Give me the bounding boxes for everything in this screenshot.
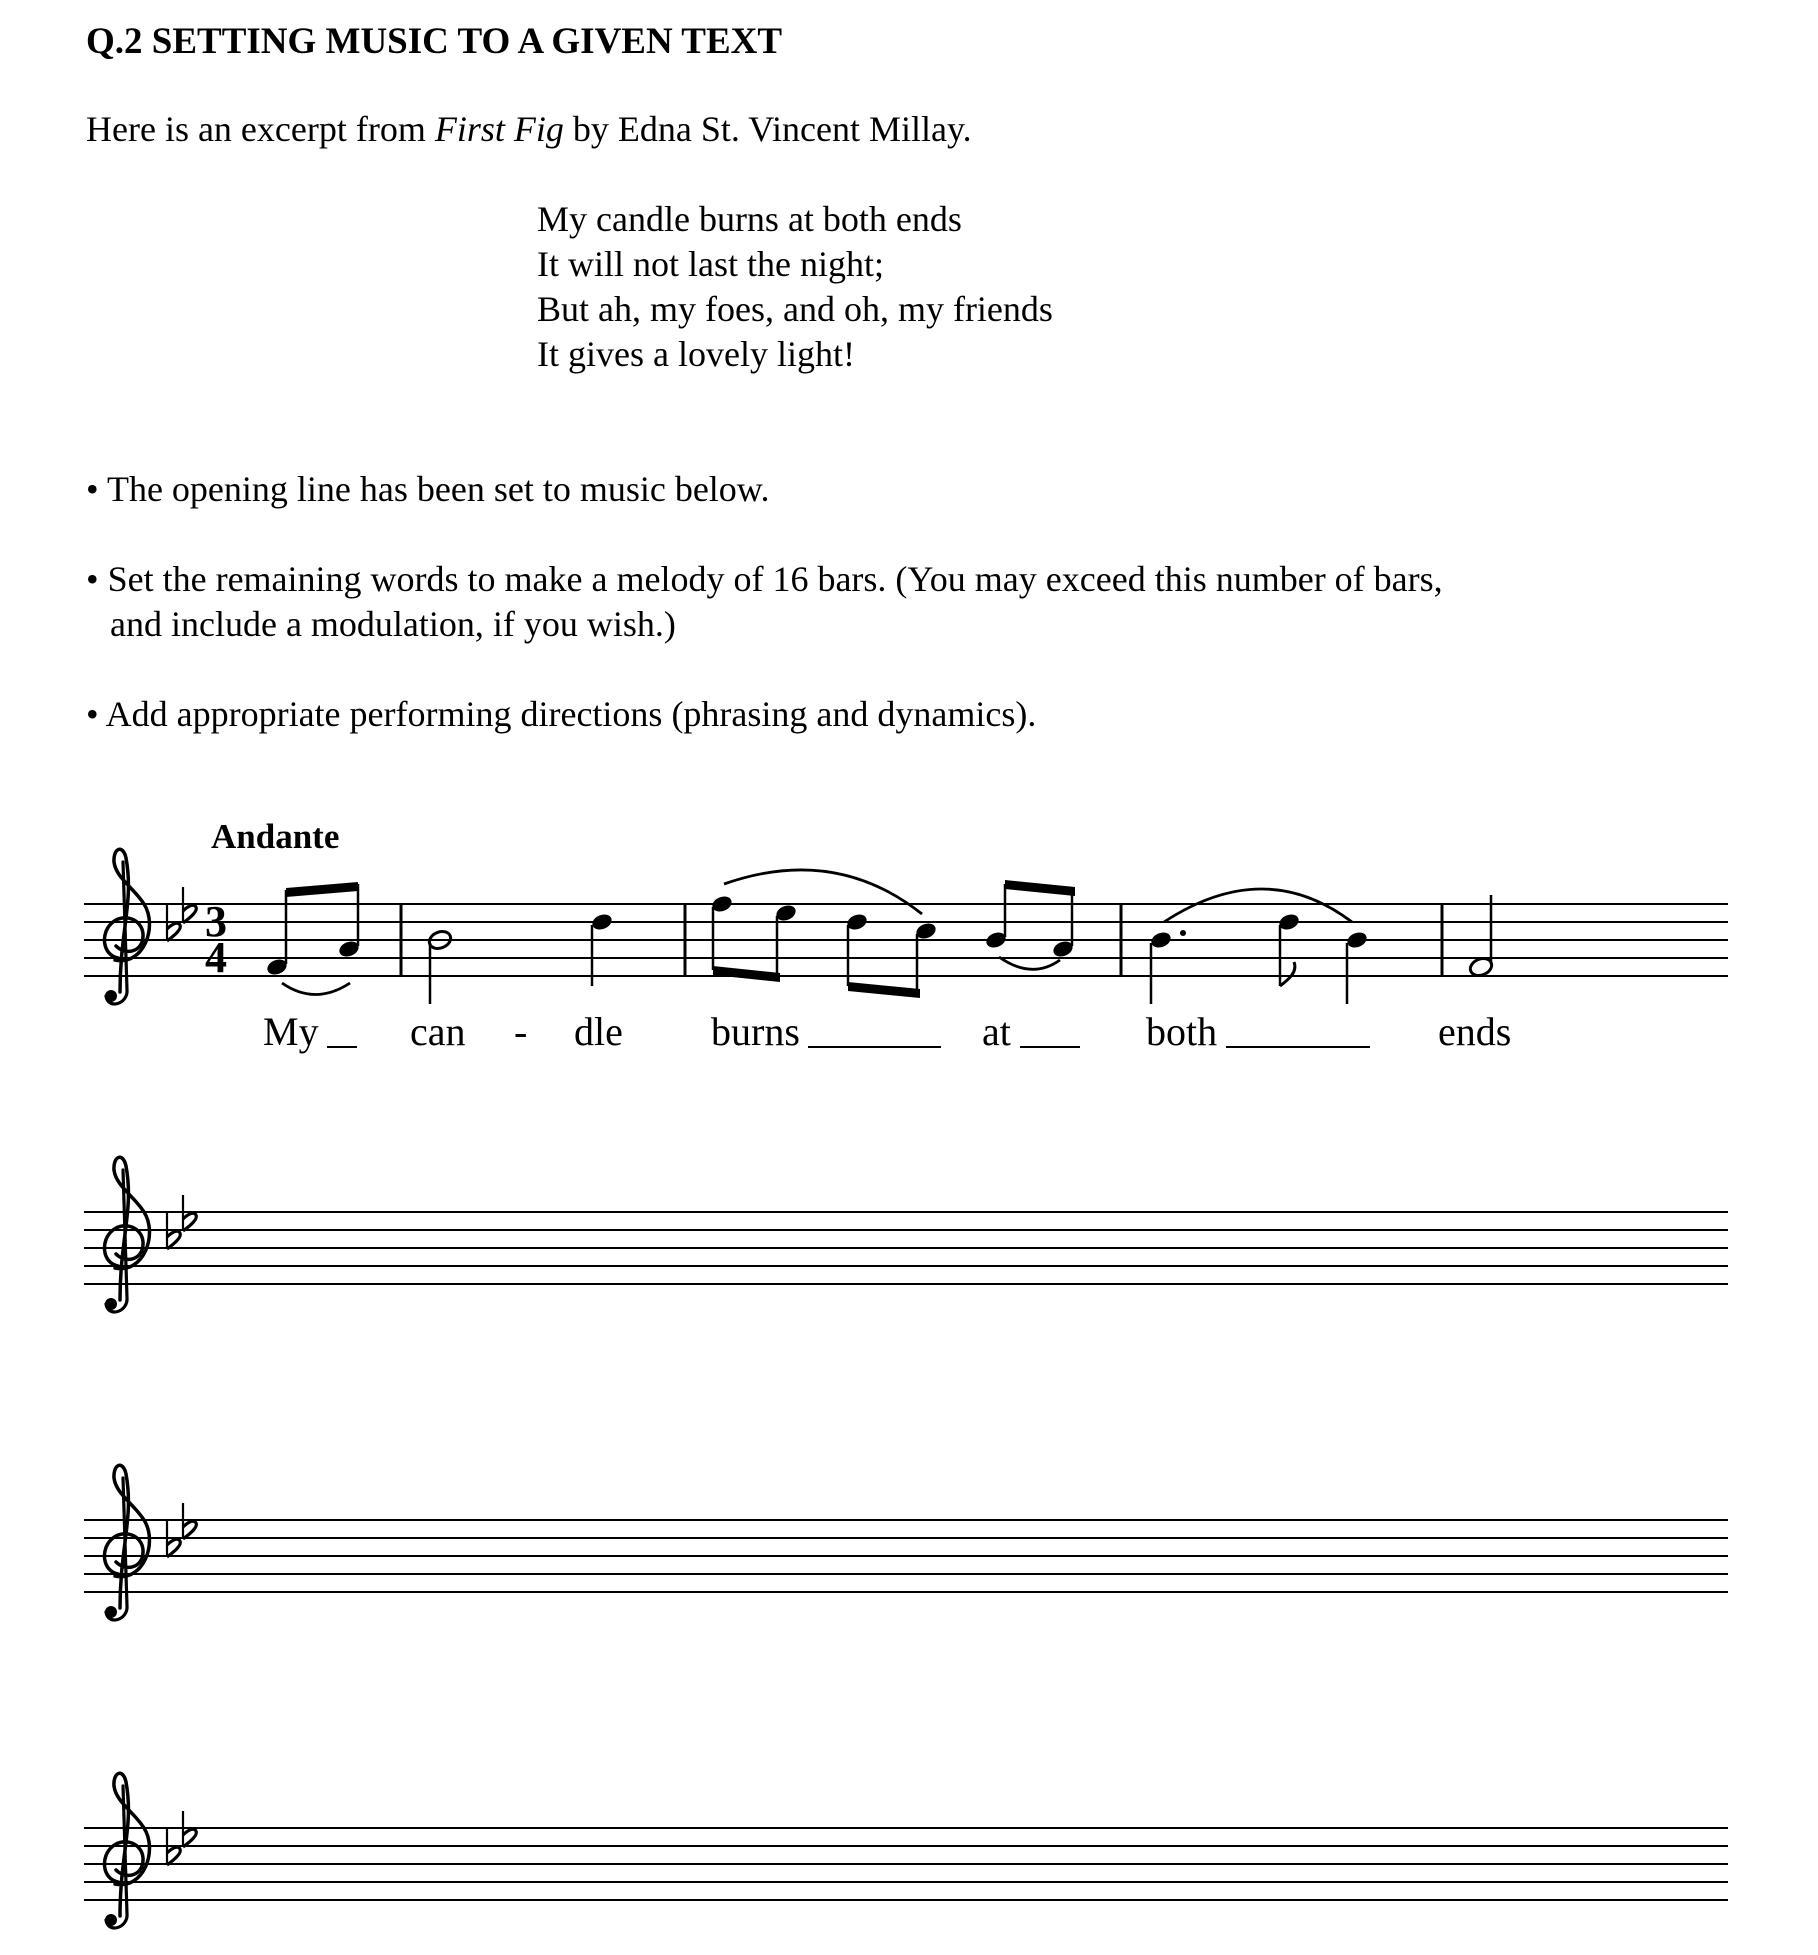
poem-title: First Fig [434, 109, 564, 149]
instruction-2-continued: and include a modulation, if you wish.) [110, 604, 676, 644]
pickup-notes [265, 882, 361, 995]
instruction-1: • The opening line has been set to music below. [86, 469, 770, 509]
empty-staff-3 [84, 1465, 1728, 1620]
poem-line-3: But ah, my foes, and oh, my friends [537, 289, 1053, 329]
instruction-2: • Set the remaining words to make a melody of 16 bars. (You may exceed this number of bars, [86, 559, 1443, 599]
empty-staff-2 [84, 1157, 1728, 1312]
key-signature-flats-icon [167, 887, 196, 941]
poem-line-2: It will not last the night; [537, 244, 884, 284]
treble-clef-icon [104, 849, 149, 1004]
time-sig-bottom: 4 [205, 933, 227, 982]
lyric-my: My [263, 1009, 319, 1054]
bar-2-notes [710, 870, 1075, 998]
lyric-dle: dle [574, 1009, 623, 1054]
empty-staff-4 [84, 1773, 1728, 1928]
treble-clef-icon [104, 1773, 149, 1928]
lyric-both: both [1146, 1009, 1218, 1054]
lyric-at: at [982, 1009, 1011, 1054]
treble-clef-icon [104, 1157, 149, 1312]
lyric-ends: ends [1438, 1009, 1512, 1054]
lyric-burns: burns [711, 1009, 800, 1054]
tempo-marking: Andante [211, 817, 340, 856]
lyric-hyphen: - [514, 1009, 528, 1054]
key-signature-flats-icon [167, 1811, 196, 1865]
intro-before: Here is an excerpt from [86, 109, 435, 149]
poem-line-4: It gives a lovely light! [537, 334, 855, 374]
bar-3-notes [1149, 889, 1369, 1004]
bar-4-notes [1468, 895, 1494, 979]
instruction-3: • Add appropriate performing directions (phrasing and dynamics). [86, 694, 1037, 734]
intro-after: by Edna St. Vincent Millay. [563, 109, 972, 149]
treble-clef-icon [104, 1465, 149, 1620]
staff-1 [84, 849, 1728, 1047]
lyric-can: can [410, 1009, 466, 1054]
key-signature-flats-icon [167, 1503, 196, 1557]
time-sig-top: 3 [205, 897, 227, 946]
key-signature-flats-icon [167, 1195, 196, 1249]
poem-line-1: My candle burns at both ends [537, 199, 962, 239]
question-heading: Q.2 SETTING MUSIC TO A GIVEN TEXT [86, 21, 783, 62]
